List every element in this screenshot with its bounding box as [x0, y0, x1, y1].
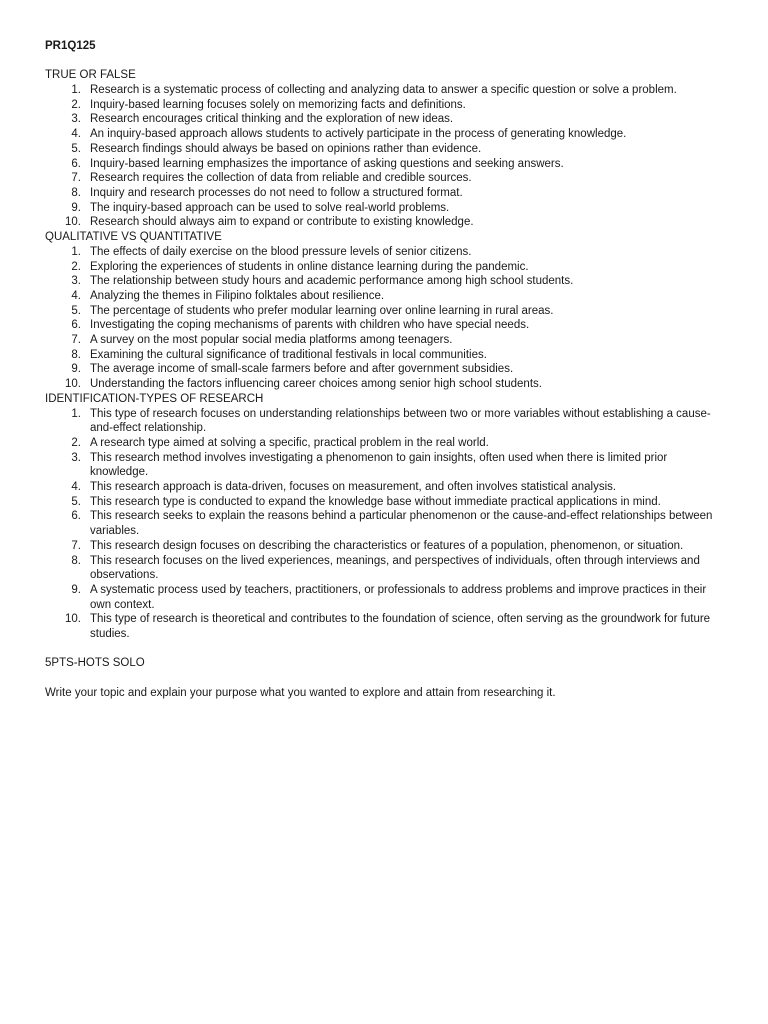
- list-item: [45, 260, 728, 275]
- list-item: [45, 245, 728, 260]
- item-number: 7.: [71, 539, 81, 552]
- list-item: [45, 274, 728, 289]
- list-item: [45, 127, 728, 142]
- hots-title: 5PTS-HOTS SOLO: [45, 657, 145, 670]
- item-number: 9.: [71, 583, 81, 596]
- list-item: [45, 509, 728, 538]
- item-number: 4.: [71, 289, 81, 302]
- section-title: TRUE OR FALSE: [45, 69, 136, 82]
- item-number: 6.: [71, 157, 81, 170]
- list-item: [45, 98, 728, 113]
- item-number: 10.: [65, 613, 81, 626]
- hots-instruction: Write your topic and explain your purpose what you wanted to explore and attain from researching it.: [45, 686, 556, 699]
- item-text: The average income of small-scale farmers before and after government subsidies.: [90, 363, 514, 376]
- item-text: An inquiry-based approach allows students to actively participate in the process of generating knowledge.: [90, 128, 627, 141]
- item-text: This research focuses on the lived experiences, meanings, and perspectives of individuals, often through interviews and observations.: [90, 554, 700, 582]
- list-item: [45, 142, 728, 157]
- item-text: The effects of daily exercise on the blood pressure levels of senior citizens.: [90, 245, 472, 258]
- item-text: Research findings should always be based on opinions rather than evidence.: [90, 142, 482, 155]
- list-item: [45, 436, 728, 451]
- question-list: [45, 83, 728, 230]
- item-number: 8.: [71, 187, 81, 199]
- item-text: This research approach is data-driven, focuses on measurement, and often involves statistical analysis.: [90, 481, 617, 494]
- item-number: 3.: [71, 113, 81, 126]
- item-number: 6.: [71, 319, 81, 332]
- spacer: [45, 642, 728, 657]
- item-text: The percentage of students who prefer modular learning over online learning in rural areas.: [90, 304, 554, 317]
- item-text: This research seeks to explain the reasons behind a particular phenomenon or the cause-and-effect relationships between variables.: [90, 510, 713, 538]
- item-number: 3.: [71, 275, 81, 288]
- item-text: Research should always aim to expand or contribute to existing knowledge.: [90, 216, 474, 229]
- section-true-or-false: [45, 68, 728, 230]
- item-text: Inquiry-based learning emphasizes the importance of asking questions and seeking answers.: [90, 157, 564, 170]
- item-number: 9.: [71, 363, 81, 376]
- item-number: 8.: [71, 554, 81, 567]
- item-text: Research is a systematic process of collecting and analyzing data to answer a specific question or solve a problem.: [90, 84, 677, 97]
- item-text: This research design focuses on describing the characteristics or features of a population, phenomenon, or situation.: [90, 539, 684, 552]
- list-item: [45, 451, 728, 480]
- item-number: 10.: [65, 378, 81, 391]
- item-number: 7.: [71, 172, 81, 185]
- item-text: Inquiry and research processes do not need to follow a structured format.: [90, 187, 463, 199]
- section-identification: [45, 392, 728, 642]
- list-item: [45, 186, 728, 201]
- list-item: [45, 112, 728, 127]
- item-number: 2.: [71, 98, 81, 111]
- spacer: [45, 54, 728, 69]
- item-number: 10.: [65, 216, 81, 229]
- list-item: [45, 304, 728, 319]
- item-text: Investigating the coping mechanisms of parents with children who have special needs.: [90, 319, 530, 332]
- item-text: Exploring the experiences of students in online distance learning during the pandemic.: [90, 260, 529, 273]
- item-number: 5.: [71, 495, 81, 508]
- spacer: [45, 671, 728, 686]
- item-text: A research type aimed at solving a specific, practical problem in the real world.: [90, 436, 489, 449]
- section-title: IDENTIFICATION-TYPES OF RESEARCH: [45, 392, 264, 405]
- item-number: 6.: [71, 510, 81, 523]
- question-list: [45, 245, 728, 392]
- item-text: Inquiry-based learning focuses solely on memorizing facts and definitions.: [90, 98, 466, 111]
- item-text: A survey on the most popular social media platforms among teenagers.: [90, 334, 453, 347]
- list-item: [45, 215, 728, 230]
- item-number: 4.: [71, 481, 81, 494]
- list-item: [45, 480, 728, 495]
- item-text: The inquiry-based approach can be used to solve real-world problems.: [90, 201, 450, 214]
- item-number: 3.: [71, 451, 81, 464]
- section-title: QUALITATIVE VS QUANTITATIVE: [45, 231, 222, 244]
- list-item: [45, 333, 728, 348]
- item-number: 1.: [71, 245, 81, 258]
- item-text: Research requires the collection of data from reliable and credible sources.: [90, 172, 472, 185]
- item-text: This type of research focuses on understanding relationships between two or more variables without establishing a cause-and-effect relationship.: [90, 407, 711, 435]
- list-item: [45, 289, 728, 304]
- question-list: [45, 407, 728, 642]
- item-number: 5.: [71, 142, 81, 155]
- document-title: PR1Q125: [45, 40, 96, 52]
- list-item: [45, 171, 728, 186]
- list-item: [45, 539, 728, 554]
- item-number: 8.: [71, 348, 81, 361]
- item-text: Examining the cultural significance of traditional festivals in local communities.: [90, 348, 487, 361]
- list-item: [45, 348, 728, 363]
- list-item: [45, 157, 728, 172]
- item-number: 1.: [71, 84, 81, 97]
- list-item: [45, 554, 728, 583]
- item-number: 9.: [71, 201, 81, 214]
- list-item: [45, 583, 728, 612]
- item-number: 4.: [71, 128, 81, 141]
- list-item: [45, 362, 728, 377]
- item-number: 7.: [71, 334, 81, 347]
- item-text: Understanding the factors influencing career choices among senior high school students.: [90, 378, 542, 391]
- item-text: The relationship between study hours and academic performance among high school students.: [90, 275, 574, 288]
- item-text: Research encourages critical thinking and the exploration of new ideas.: [90, 113, 454, 126]
- list-item: [45, 83, 728, 98]
- list-item: [45, 201, 728, 216]
- item-text: Analyzing the themes in Filipino folktales about resilience.: [90, 289, 385, 302]
- list-item: [45, 318, 728, 333]
- item-text: This research type is conducted to expand the knowledge base without immediate practical applications in mind.: [90, 495, 661, 508]
- item-text: This type of research is theoretical and contributes to the foundation of science, often serving as the groundwork for future studies.: [90, 613, 711, 641]
- item-number: 5.: [71, 304, 81, 317]
- item-number: 2.: [71, 260, 81, 273]
- list-item: [45, 377, 728, 392]
- list-item: [45, 407, 728, 436]
- list-item: [45, 612, 728, 641]
- item-text: A systematic process used by teachers, practitioners, or professionals to address problems and improve practices in their own context.: [90, 583, 707, 611]
- item-number: 2.: [71, 436, 81, 449]
- section-qualitative-vs-quantitative: [45, 230, 728, 392]
- item-text: This research method involves investigating a phenomenon to gain insights, often used when there is limited prior knowledge.: [90, 451, 668, 479]
- list-item: [45, 495, 728, 510]
- item-number: 1.: [71, 407, 81, 420]
